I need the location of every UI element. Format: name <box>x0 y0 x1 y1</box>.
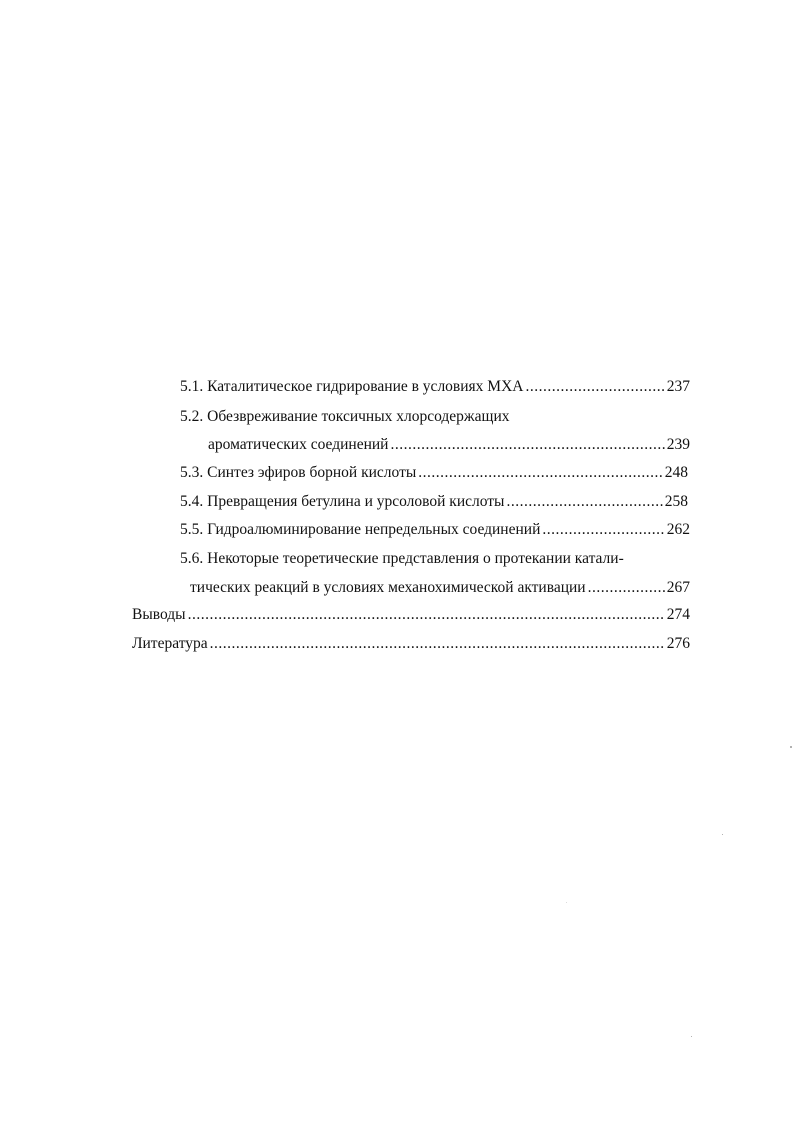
toc-entry-5-1[interactable] <box>180 378 690 396</box>
toc-entry-title: 5.6. Некоторые теоретические представления о протекании катали- <box>180 550 624 567</box>
dot-leader <box>542 521 664 539</box>
toc-entry-5-3[interactable] <box>180 464 688 482</box>
toc-page-number: 239 <box>666 436 690 453</box>
toc-entry-5-6-line2[interactable] <box>190 579 690 597</box>
dot-leader <box>525 378 664 396</box>
toc-page-number: 258 <box>664 493 688 510</box>
toc-page-number: 274 <box>666 606 690 623</box>
toc-page-number: 267 <box>666 579 690 596</box>
toc-page-number: 237 <box>666 378 690 395</box>
toc-entry-continuation: тических реакций в условиях механохимической активации <box>190 579 586 596</box>
toc-entry-title: 5.1. Каталитическое гидрирование в условиях МХА <box>180 378 524 395</box>
toc-entry-title: 5.3. Синтез эфиров борной кислоты <box>180 464 417 481</box>
toc-entry-literature[interactable] <box>132 635 690 653</box>
toc-entry-title: Выводы <box>132 606 186 623</box>
dot-leader <box>418 464 662 482</box>
dot-leader <box>210 635 665 653</box>
dot-leader <box>588 579 665 597</box>
scan-speck <box>566 902 567 903</box>
toc-entry-5-2-line1[interactable] <box>180 408 510 426</box>
toc-entry-title: 5.5. Гидроалюминирование непредельных соединений <box>180 521 541 538</box>
toc-entry-conclusions[interactable] <box>132 606 690 624</box>
toc-page-number: 262 <box>666 521 690 538</box>
dot-leader <box>390 436 664 454</box>
toc-entry-5-5[interactable] <box>180 521 690 539</box>
toc-entry-5-4[interactable] <box>180 493 688 511</box>
toc-entry-title: 5.4. Превращения бетулина и урсоловой кислоты <box>180 493 505 510</box>
toc-page-number: 276 <box>666 635 690 652</box>
toc-entry-5-2-line2[interactable] <box>208 436 690 454</box>
scan-speck <box>722 834 723 835</box>
toc-entry-continuation: ароматических соединений <box>208 436 389 453</box>
toc-entry-title: 5.2. Обезвреживание токсичных хлорсодержащих <box>180 408 510 425</box>
dot-leader <box>188 606 665 624</box>
scan-speck <box>790 746 792 748</box>
toc-entry-title: Литература <box>132 635 208 652</box>
dot-leader <box>506 493 662 511</box>
scan-speck <box>691 1036 692 1037</box>
toc-page-number: 248 <box>664 464 688 481</box>
toc-entry-5-6-line1[interactable] <box>180 550 624 568</box>
